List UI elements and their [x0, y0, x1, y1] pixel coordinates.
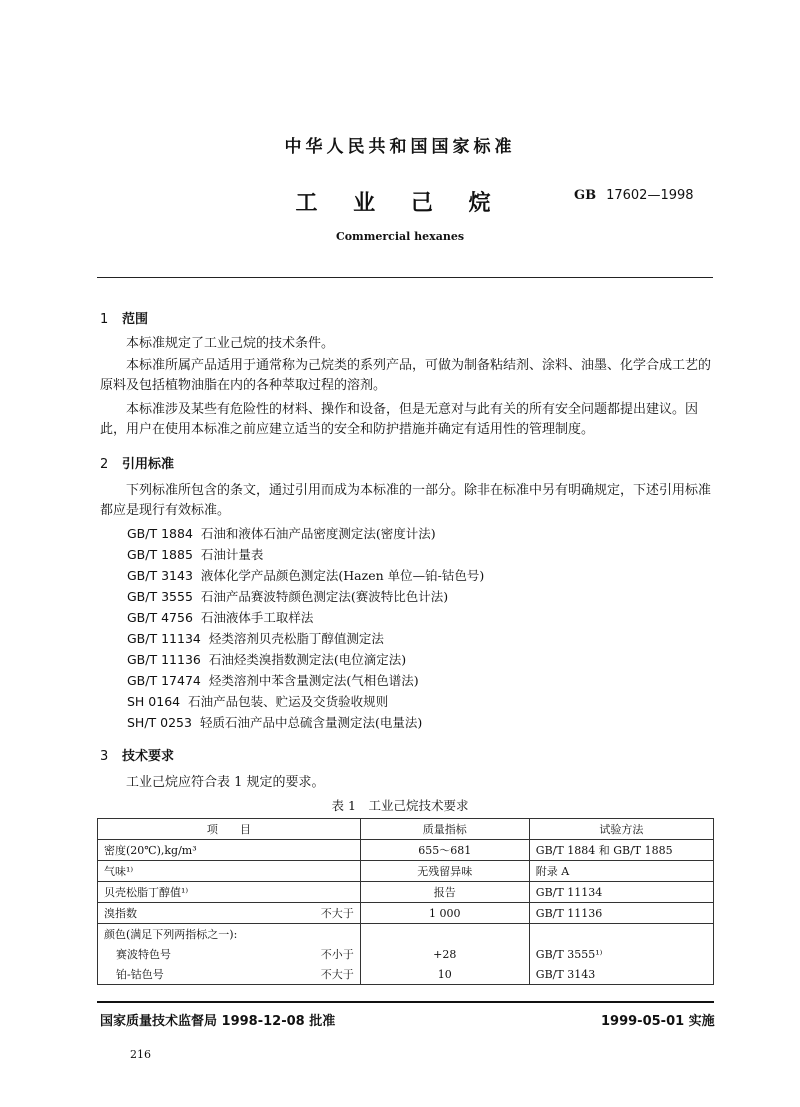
english-title: Commercial hexanes	[335, 230, 465, 243]
table-row	[98, 964, 714, 985]
item-qualifier: 不大于	[320, 907, 354, 920]
header-divider	[97, 277, 713, 278]
item-qualifier: 不小于	[320, 948, 354, 961]
header-cell: 质量指标	[360, 819, 529, 840]
reference-item	[127, 629, 384, 649]
standard-code: 17602—1998	[606, 188, 694, 203]
reference-item	[127, 545, 263, 565]
item-cell	[98, 840, 361, 861]
reference-code: GB/T 3143	[127, 568, 193, 583]
reference-item	[127, 713, 422, 733]
item-qualifier: 不大于	[320, 968, 354, 981]
reference-title: 石油烃类溴指数测定法(电位滴定法)	[208, 652, 407, 667]
reference-title: 石油和液体石油产品密度测定法(密度计法)	[200, 526, 436, 541]
table-row	[98, 861, 714, 882]
reference-title: 石油计量表	[200, 547, 264, 562]
section-3-heading	[100, 745, 174, 764]
standard-number	[574, 188, 694, 203]
reference-code: GB/T 1884	[127, 526, 193, 541]
value-cell: 1 000	[360, 903, 529, 924]
section-title: 范围	[122, 312, 149, 327]
item-cell	[98, 882, 361, 903]
value-cell	[360, 924, 529, 945]
reference-title: 石油液体手工取样法	[200, 610, 314, 625]
standard-prefix: GB	[574, 188, 597, 203]
section-2-heading	[100, 453, 174, 472]
item-cell	[98, 903, 361, 924]
approval-line: 国家质量技术监督局 1998-12-08 批准	[100, 1014, 336, 1029]
reference-title: 烃类溶剂贝壳松脂丁醇值测定法	[208, 631, 384, 646]
method-cell: GB/T 11134	[529, 882, 713, 903]
header-cell: 试验方法	[529, 819, 713, 840]
paragraph: 工业己烷应符合表 1 规定的要求。	[126, 775, 325, 790]
reference-code: SH/T 0253	[127, 715, 192, 730]
reference-item	[127, 671, 419, 691]
paragraph: 下列标准所包含的条文，通过引用而成为本标准的一部分。除非在标准中另有明确规定，下述引用标准都应是现行有效标准。	[100, 483, 712, 518]
table-header-row	[98, 819, 714, 840]
method-cell: GB/T 3555¹⁾	[529, 944, 713, 964]
item-label: 溴指数	[104, 907, 137, 920]
method-cell: GB/T 1884 和 GB/T 1885	[529, 840, 713, 861]
national-standard-heading: 中华人民共和国国家标准	[284, 137, 516, 157]
table-row	[98, 903, 714, 924]
reference-code: GB/T 17474	[127, 673, 201, 688]
method-cell: GB/T 11136	[529, 903, 713, 924]
value-cell: 655～681	[360, 840, 529, 861]
header-cell: 项 目	[98, 819, 361, 840]
reference-code: GB/T 11134	[127, 631, 201, 646]
table-row	[98, 840, 714, 861]
reference-item	[127, 650, 406, 670]
item-label: 贝壳松脂丁醇值¹⁾	[104, 886, 189, 899]
paragraph: 本标准所属产品适用于通常称为己烷类的系列产品，可做为制备粘结剂、涂料、油墨、化学合成工艺的原料及包括植物油脂在内的各种萃取过程的溶剂。	[100, 358, 712, 393]
method-cell	[529, 924, 713, 945]
item-cell	[98, 964, 361, 985]
item-cell	[98, 861, 361, 882]
reference-code: GB/T 1885	[127, 547, 193, 562]
table-caption: 表 1 工业己烷技术要求	[331, 798, 469, 813]
group-label-cell: 颜色(满足下列两指标之一):	[98, 924, 361, 945]
reference-item	[127, 566, 484, 586]
value-cell: 报告	[360, 882, 529, 903]
item-label: 密度(20℃),kg/m³	[104, 844, 197, 857]
document-title: 工 业 己 烷	[295, 191, 505, 216]
reference-code: SH 0164	[127, 694, 181, 709]
footer-divider	[97, 1001, 714, 1003]
section-1-heading	[100, 308, 148, 327]
section-title: 引用标准	[122, 457, 175, 472]
implementation-line: 1999-05-01 实施	[601, 1014, 715, 1029]
item-label: 赛波特色号	[116, 948, 171, 961]
table-row	[98, 924, 714, 945]
method-cell: 附录 A	[529, 861, 713, 882]
table-row	[98, 944, 714, 964]
value-cell: 无残留异味	[360, 861, 529, 882]
value-cell: 10	[360, 964, 529, 985]
item-cell	[98, 944, 361, 964]
spec-table	[97, 818, 714, 985]
reference-item	[127, 524, 436, 544]
reference-title: 石油产品赛波特颜色测定法(赛波特比色计法)	[200, 589, 449, 604]
section-number: 1	[100, 312, 109, 327]
reference-code: GB/T 3555	[127, 589, 193, 604]
reference-item	[127, 587, 448, 607]
page-number: 216	[130, 1048, 151, 1061]
reference-title: 烃类溶剂中苯含量测定法(气相色谱法)	[208, 673, 419, 688]
section-number: 2	[100, 457, 109, 472]
table-row	[98, 882, 714, 903]
item-label: 铂-钴色号	[116, 968, 164, 981]
item-label: 气味¹⁾	[104, 865, 134, 878]
reference-code: GB/T 11136	[127, 652, 201, 667]
reference-item	[127, 692, 388, 712]
reference-title: 石油产品包装、贮运及交货验收规则	[188, 694, 389, 709]
section-title: 技术要求	[122, 749, 175, 764]
value-cell: +28	[360, 944, 529, 964]
section-number: 3	[100, 749, 109, 764]
reference-title: 液体化学产品颜色测定法(Hazen 单位—铂-钴色号)	[200, 568, 485, 583]
reference-item	[127, 608, 313, 628]
method-cell: GB/T 3143	[529, 964, 713, 985]
reference-code: GB/T 4756	[127, 610, 193, 625]
paragraph: 本标准规定了工业己烷的技术条件。	[126, 336, 335, 351]
reference-title: 轻质石油产品中总硫含量测定法(电量法)	[199, 715, 423, 730]
paragraph: 本标准涉及某些有危险性的材料、操作和设备，但是无意对与此有关的所有安全问题都提出建议。因此，用户在使用本标准之前应建立适当的安全和防护措施并确定有适用性的管理制度。	[100, 402, 699, 437]
